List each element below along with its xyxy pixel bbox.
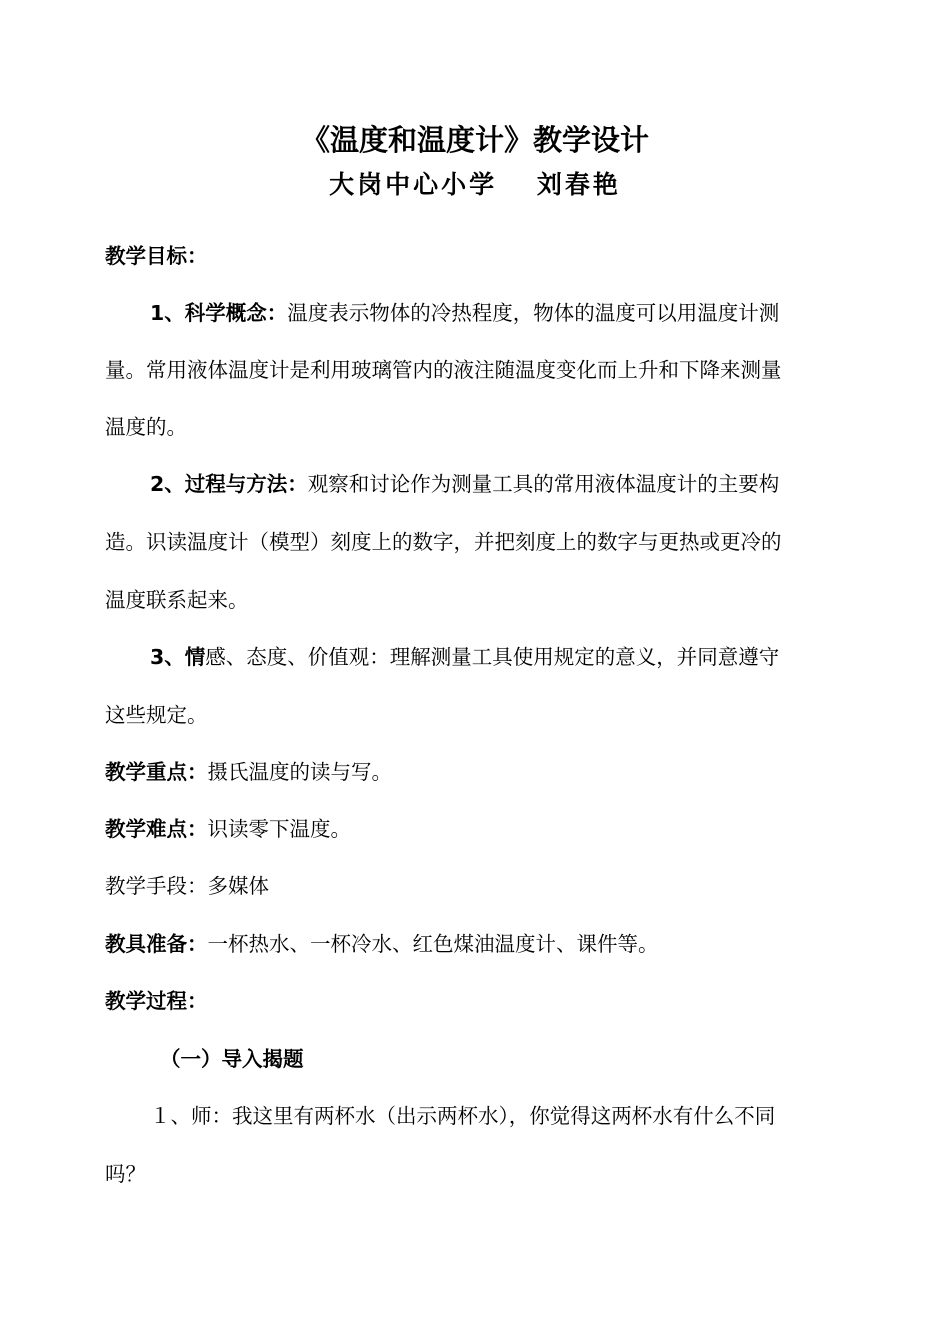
objective-1-label: 1、科学概念：	[150, 301, 288, 325]
tools-text: 一杯热水、一杯冷水、红色煤油温度计、课件等。	[207, 932, 659, 956]
key-point-line	[105, 756, 840, 788]
objective-1-line-2: 量。常用液体温度计是利用玻璃管内的液注随温度变化而上升和下降来测量	[105, 358, 782, 382]
key-point-label: 教学重点：	[105, 760, 208, 784]
document-title: 《温度和温度计》教学设计	[300, 123, 649, 157]
objective-2-line-2: 造。识读温度计（模型）刻度上的数字，并把刻度上的数字与更热或更冷的	[105, 530, 782, 554]
objective-2-line-1	[150, 468, 885, 500]
key-point-text: 摄氏温度的读与写。	[207, 760, 392, 784]
step-1-line-2: 吗？	[105, 1162, 146, 1186]
objective-3-line-1	[150, 641, 885, 673]
tools-line	[105, 928, 840, 960]
difficulty-text: 识读零下温度。	[207, 817, 351, 841]
step-1-line-1: １、师：我这里有两杯水（出示两杯水），你觉得这两杯水有什么不同	[150, 1104, 776, 1128]
objective-3-text-1: 感、态度、价值观：理解测量工具使用规定的意义，并同意遵守	[205, 645, 780, 669]
tools-label: 教具准备：	[105, 932, 208, 956]
objectives-heading: 教学目标：	[105, 244, 208, 268]
teaching-means-line: 教学手段：多媒体	[105, 874, 269, 898]
objective-1-line-3: 温度的。	[105, 415, 187, 439]
section-1-heading: （一）导入揭题	[160, 1047, 304, 1071]
difficulty-label: 教学难点：	[105, 817, 208, 841]
objective-2-label: 2、过程与方法：	[150, 472, 308, 496]
objective-3-label: 3、情	[150, 645, 206, 669]
objective-1-text-1: 温度表示物体的冷热程度，物体的温度可以用温度计测	[287, 301, 780, 325]
objective-1-line-1	[150, 297, 885, 329]
difficulty-line	[105, 813, 840, 845]
process-heading: 教学过程：	[105, 989, 208, 1013]
document-author-line: 大岗中心小学 刘春艳	[329, 170, 621, 199]
objective-3-line-2: 这些规定。	[105, 703, 208, 727]
objective-2-text-1: 观察和讨论作为测量工具的常用液体温度计的主要构	[307, 472, 780, 496]
objective-2-line-3: 温度联系起来。	[105, 588, 249, 612]
